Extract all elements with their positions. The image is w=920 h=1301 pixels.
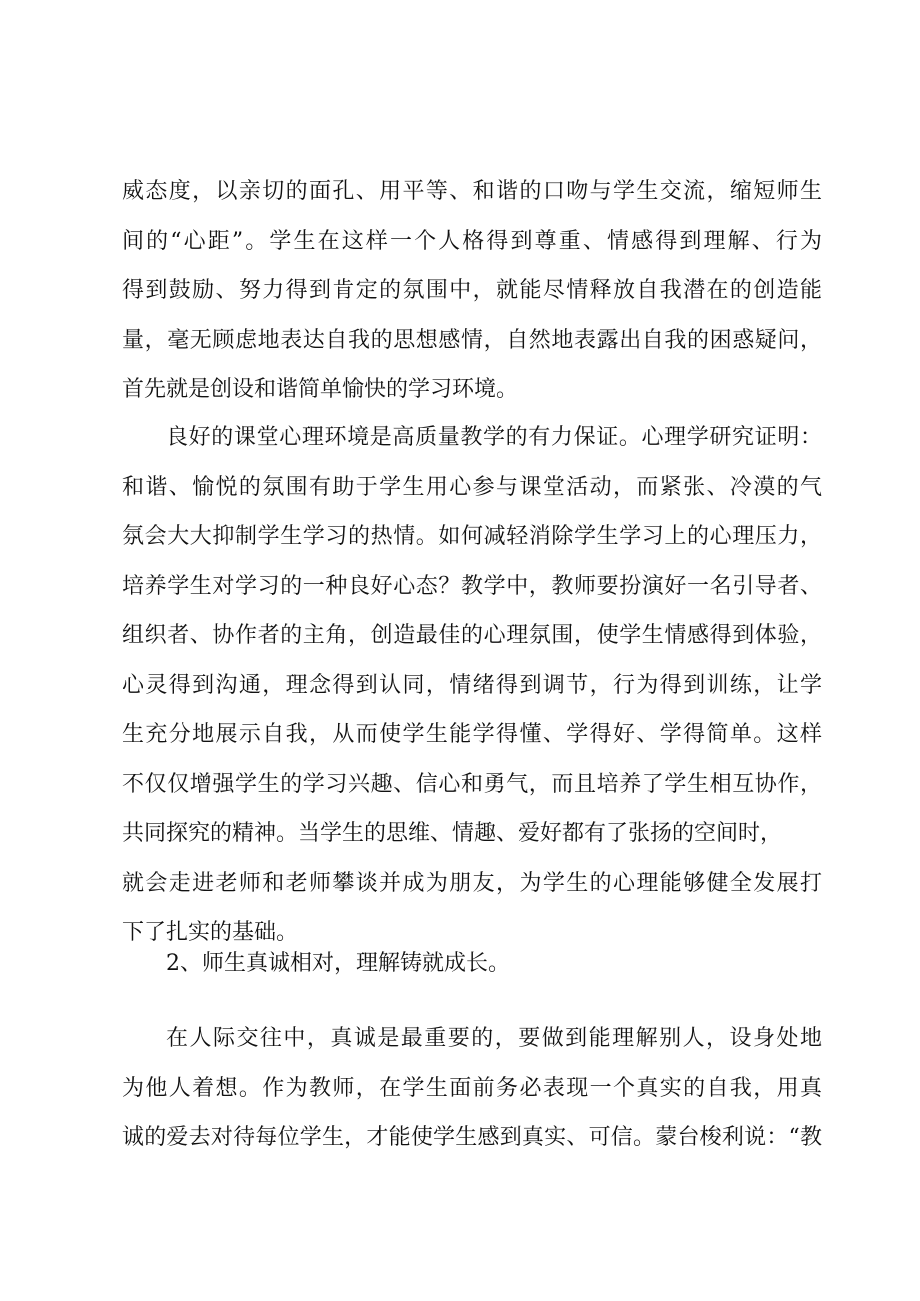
text-line: 得到鼓励、努力得到肯定的氛围中，就能尽情释放自我潜在的创造能 bbox=[122, 278, 822, 303]
paragraph-continuation bbox=[122, 167, 822, 415]
text-line: 为他人着想。作为教师，在学生面前务必表现一个真实的自我，用真 bbox=[122, 1075, 822, 1101]
text-line: 良好的课堂心理环境是高质量教学的有力保证。心理学研究证明： bbox=[166, 425, 822, 450]
text-line: 就会走进老师和老师攀谈并成为朋友，为学生的心理能够健全发展打 bbox=[122, 870, 822, 896]
text-line: 心灵得到沟通，理念得到认同，情绪得到调节，行为得到训练，让学 bbox=[122, 672, 822, 698]
paragraph-sincerity bbox=[122, 1014, 822, 1163]
text-line: 生充分地展示自我，从而使学生能学得懂、学得好、学得简单。这样 bbox=[122, 722, 822, 747]
text-line: 下了扎实的基础。 bbox=[122, 920, 299, 945]
text-line: 和谐、愉悦的氛围有助于学生用心参与课堂活动，而紧张、冷漠的气 bbox=[122, 474, 822, 500]
text-line: 不仅仅增强学生的学习兴趣、信心和勇气，而且培养了学生相互协作， bbox=[122, 771, 822, 797]
text-line: 共同探究的精神。当学生的思维、情趣、爱好都有了张扬的空间时， bbox=[122, 821, 783, 846]
heading-line: 2、师生真诚相对，理解铸就成长。 bbox=[166, 951, 510, 976]
text-line: 诚的爱去对待每位学生，才能使学生感到真实、可信。蒙台梭利说：“教 bbox=[122, 1125, 822, 1150]
text-line: 首先就是创设和谐简单愉快的学习环境。 bbox=[122, 377, 519, 402]
text-line: 威态度，以亲切的面孔、用平等、和谐的口吻与学生交流，缩短师生 bbox=[122, 179, 822, 204]
text-line: 氛会大大抑制学生学习的热情。如何减轻消除学生学习上的心理压力， bbox=[122, 524, 822, 549]
paragraph-classroom-environment bbox=[122, 413, 822, 958]
text-line: 培养学生对学习的一种良好心态？教学中，教师要扮演好一名引导者、 bbox=[122, 573, 822, 599]
text-line: 量，毫无顾虑地表达自我的思想感情，自然地表露出自我的困惑疑问， bbox=[122, 327, 822, 353]
text-line: 间的“心距”。学生在这样一个人格得到尊重、情感得到理解、行为 bbox=[122, 228, 822, 254]
section-heading bbox=[122, 939, 822, 989]
text-line: 在人际交往中，真诚是最重要的，要做到能理解别人，设身处地 bbox=[166, 1026, 822, 1051]
text-line: 组织者、协作者的主角，创造最佳的心理氛围，使学生情感得到体验， bbox=[122, 623, 822, 648]
